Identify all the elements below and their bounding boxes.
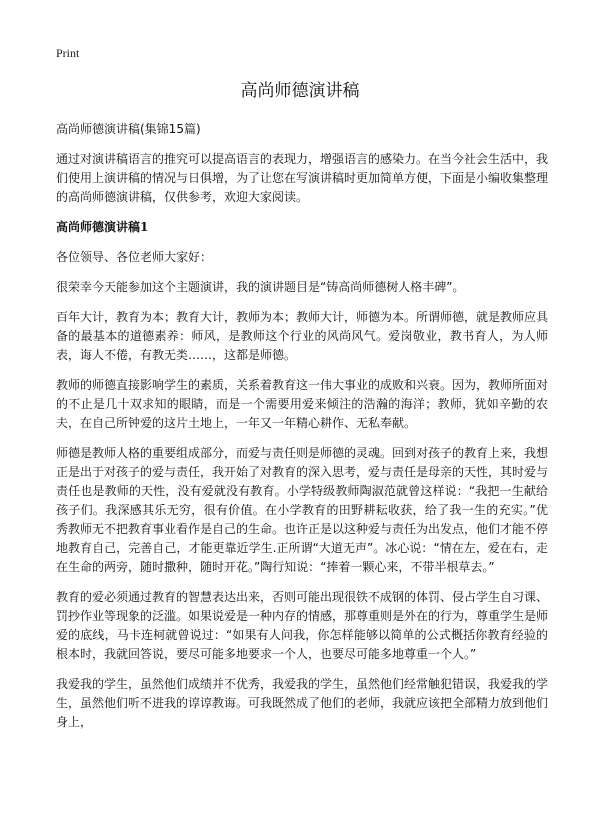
document-body — [56, 120, 548, 743]
page-title: 高尚师德演讲稿 — [240, 81, 360, 101]
paragraph: 百年大计，教育为本；教育大计，教师为本；教师大计，师德为本。所谓师德，就是教师应具备的最基本的道德素养：师风，是教师这个行业的风尚风气。爱岗敬业，教书育人，为人师表，诲人不倦，有教无类……，这都是师德。 — [56, 310, 549, 362]
section-heading: 高尚师德演讲稿1 — [56, 220, 149, 234]
paragraph: 各位领导、各位老师大家好： — [56, 250, 213, 264]
paragraph: 很荣幸今天能参加这个主题演讲，我的演讲题目是“铸高尚师德树人格丰碑”。 — [56, 280, 465, 294]
paragraph: 我爱我的学生，虽然他们成绩并不优秀，我爱我的学生，虽然他们经常触犯错误，我爱我的学生，虽然他们听不进我的谆谆教诲。可我既然成了他们的老师，我就应该把全部精力放到他们身上， — [56, 677, 549, 729]
print-link[interactable]: Print — [56, 46, 80, 60]
intro-paragraph: 通过对演讲稿语言的推究可以提高语言的表现力，增强语言的感染力。在当今社会生活中，我们使用上演讲稿的情况与日俱增，为了让您在写演讲稿时更加简单方便，下面是小编收集整理的高尚师德演讲稿，仅供参考，欢迎大家阅读。 — [56, 152, 549, 204]
document-subtitle: 高尚师德演讲稿(集锦15篇) — [56, 122, 201, 136]
paragraph: 教师的师德直接影响学生的素质，关系着教育这一伟大事业的成败和兴衰。因为，教师所面对的不止是几十双求知的眼睛，而是一个需要用爱来倾注的浩瀚的海洋；教师，犹如辛勤的农夫，在自己所钟爱的这片土地上，一年又一年精心耕作、无私奉献。 — [56, 378, 549, 430]
paragraph: 教育的爱必须通过教育的智慧表达出来，否则可能出现很铁不成钢的体罚、侵占学生自习课、罚抄作业等现象的泛滥。如果说爱是一种内存的情感，那尊重则是外在的行为，尊重学生是师爱的底线，马卡连柯就曾说过：“如果有人问我，你怎样能够以简单的公式概括你教育经验的根本时，我就回答说，要尽可能多地要求一个人，也要尽可能多地尊重一个人。” — [56, 590, 549, 661]
paragraph: 师德是教师人格的重要组成部分，而爱与责任则是师德的灵魂。回到对孩子的教育上来，我想正是出于对孩子的爱与责任，我开始了对教育的深入思考，爱与责任是母亲的天性，其时爱与责任也是教师的天性，没有爱就没有教育。小学特级教师陶淑范就曾这样说：“我把一生献给孩子们。我深感其乐无穷，很有价值。在小学教育的田野耕耘收获，给了我一生的充实。”优秀教师无不把教育事业看作是自己的生命。也许正是以这种爱与责任为出发点，他们才能不停地教育自己，完善自己，才能更靠近学生.正所谓“大道无声”。冰心说：“情在左，爱在右，走在生命的两旁，随时撒种，随时开花。”陶行知说：“捧着一颗心来，不带半根草去。” — [56, 446, 549, 574]
